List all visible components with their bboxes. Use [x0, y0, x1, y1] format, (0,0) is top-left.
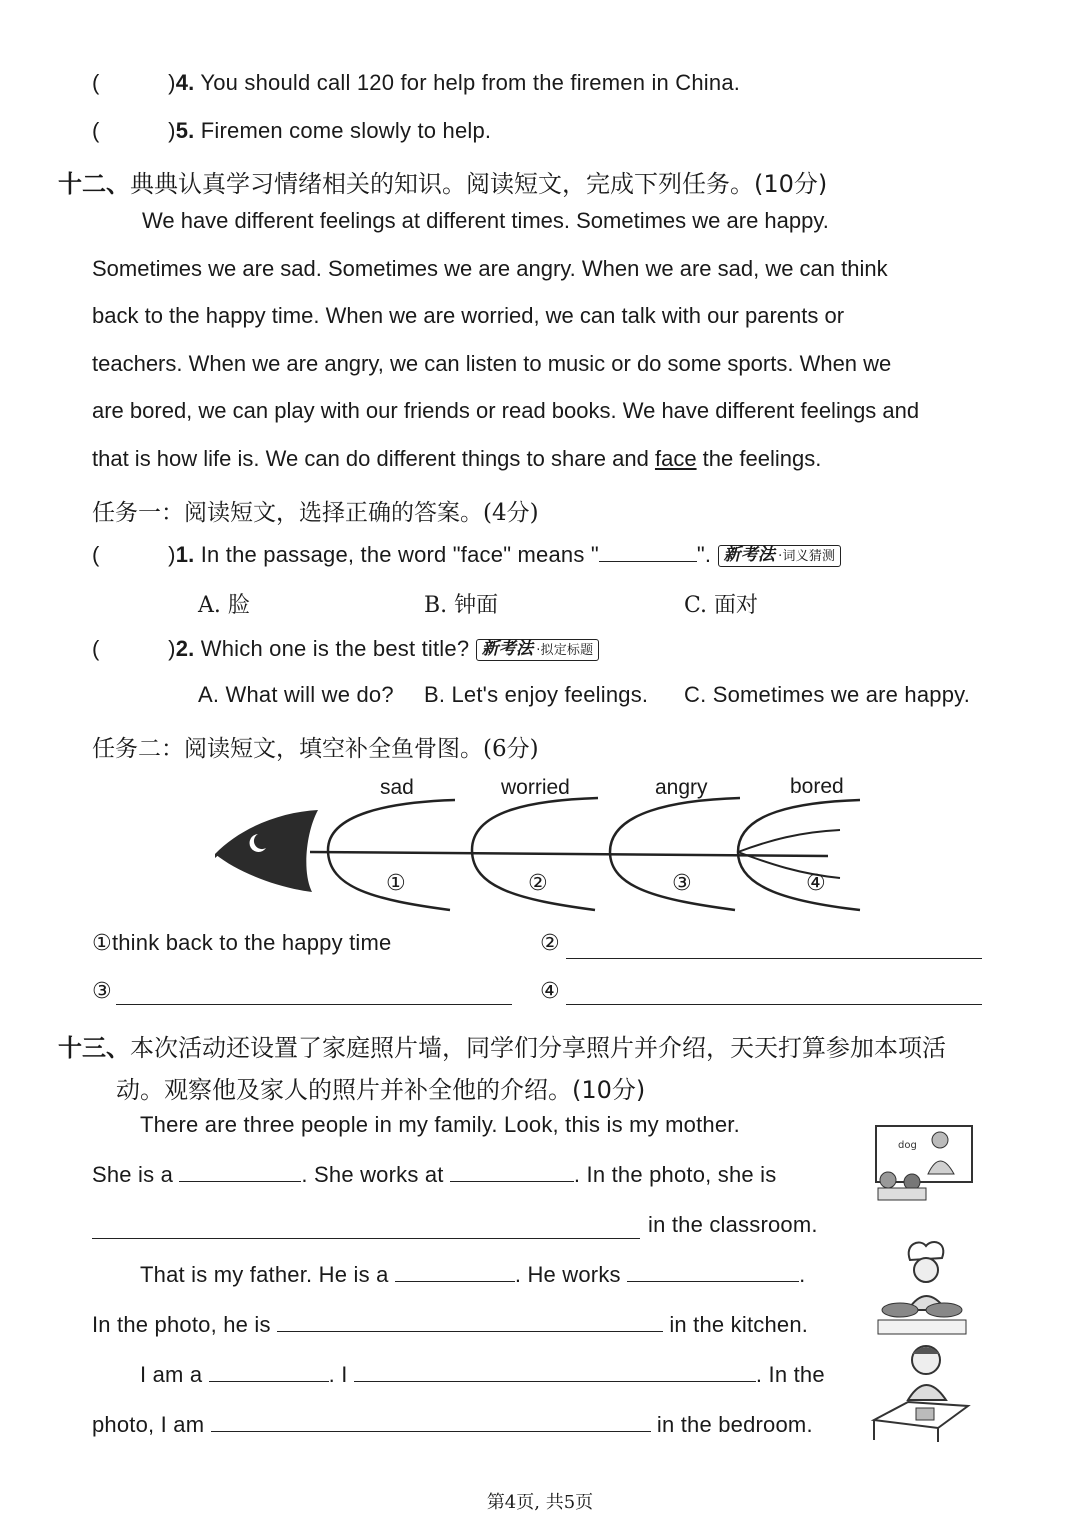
- text: That is my father. He is a: [140, 1262, 389, 1287]
- paren-open: (: [92, 70, 100, 95]
- blank-mother-activity[interactable]: [92, 1238, 640, 1239]
- text: In the photo, he is: [92, 1312, 271, 1337]
- question-4: [92, 70, 740, 96]
- blank-mother-workplace[interactable]: [450, 1180, 574, 1182]
- task2-title: 任务二：阅读短文，填空补全鱼骨图。(6分): [92, 736, 539, 762]
- text: . In the: [755, 1362, 825, 1387]
- passage-line: Sometimes we are sad. Sometimes we are angry. When we are sad, we can think: [92, 255, 888, 281]
- question-text: In the passage, the word "face" means ": [200, 542, 599, 567]
- question-text-end: ".: [696, 542, 712, 567]
- text: .: [799, 1262, 806, 1287]
- section-number: 十三、: [58, 1034, 130, 1062]
- text: . She works at: [301, 1162, 444, 1187]
- section-13-header: [58, 1028, 946, 1063]
- section-title: 典典认真学习情绪相关的知识。阅读短文，完成下列任务。(10分): [130, 170, 828, 198]
- text: in the bedroom.: [656, 1412, 813, 1437]
- paren-close: ): [168, 542, 176, 567]
- answer-blank[interactable]: [599, 560, 697, 562]
- father-photo-line: [92, 1312, 808, 1338]
- question-number: 5.: [175, 118, 195, 143]
- new-method-tag: [476, 639, 600, 661]
- option-a[interactable]: A. What will we do?: [198, 682, 394, 707]
- paren-close: ): [168, 636, 176, 661]
- tag-label: ·拟定标题: [536, 643, 594, 659]
- question-text: You should call 120 for help from the firemen in China.: [200, 70, 741, 95]
- blank-father-activity[interactable]: [277, 1330, 663, 1332]
- answer-num: ①: [92, 930, 112, 955]
- board-word: dog: [898, 1140, 917, 1151]
- section-number: 十二、: [58, 170, 130, 198]
- fish-num-2: ②: [528, 870, 548, 895]
- option-c[interactable]: C. Sometimes we are happy.: [684, 682, 971, 707]
- option-b[interactable]: B. 钟面: [424, 593, 499, 618]
- answer-1: [92, 930, 391, 956]
- fish-tail-upper: [738, 830, 840, 852]
- section-title: 本次活动还设置了家庭照片墙，同学们分享照片并介绍，天天打算参加本项活: [130, 1034, 946, 1062]
- option-c[interactable]: C. 面对: [684, 593, 759, 618]
- text: . I: [328, 1362, 348, 1387]
- passage-text: that is how life is. We can do different things to share and: [92, 445, 655, 471]
- tag-mark: 新考法: [481, 639, 534, 660]
- blank-father-job[interactable]: [395, 1280, 515, 1282]
- fish-label-angry: angry: [655, 776, 708, 799]
- boy-drawing-illustration: [868, 1340, 972, 1444]
- intro-line: There are three people in my family. Look, this is my mother.: [140, 1112, 740, 1137]
- text: photo, I am: [92, 1412, 205, 1437]
- question-5: [92, 118, 491, 144]
- reading-passage: [92, 197, 982, 482]
- tag-mark: 新考法: [723, 545, 776, 566]
- section-12-header: [58, 164, 827, 199]
- blank-mother-job[interactable]: [179, 1180, 301, 1182]
- answer-4-line[interactable]: [566, 1004, 982, 1005]
- text: . In the photo, she is: [573, 1162, 777, 1187]
- fish-label-bored: bored: [790, 775, 844, 798]
- answer-3-line[interactable]: [116, 1004, 512, 1005]
- option-a[interactable]: A. 脸: [198, 593, 250, 618]
- question-number: 2.: [175, 636, 195, 661]
- passage-line: back to the happy time. When we are worried, we can talk with our parents or: [92, 303, 845, 328]
- passage-line: teachers. When we are angry, we can listen to music or do some sports. When we: [92, 350, 892, 376]
- text: in the kitchen.: [669, 1312, 809, 1337]
- paren-close: ): [168, 70, 176, 95]
- question-number: 4.: [175, 70, 195, 95]
- self-photo-line: [92, 1412, 813, 1438]
- self-line: [140, 1362, 825, 1388]
- passage-line: We have different feelings at different times. Sometimes we are happy.: [142, 208, 829, 233]
- page-footer: 第4页, 共5页: [486, 1492, 594, 1513]
- answer-3-num: ③: [92, 978, 112, 1003]
- passage-line: are bored, we can play with our friends or read books. We have different feelings and: [92, 398, 920, 423]
- fish-spine: [310, 852, 828, 856]
- text: I am a: [140, 1362, 203, 1387]
- paren-close: ): [168, 118, 176, 143]
- answer-text: think back to the happy time: [111, 930, 392, 955]
- blank-self-role[interactable]: [209, 1380, 329, 1382]
- task1-question-2: [92, 636, 599, 662]
- blank-self-habit[interactable]: [354, 1380, 756, 1382]
- fish-num-4: ④: [806, 870, 826, 895]
- fish-label-sad: sad: [380, 776, 414, 799]
- mother-line: [92, 1162, 776, 1188]
- section-13-title-line2: 动。观察他及家人的照片并补全他的介绍。(10分): [116, 1076, 646, 1104]
- text: in the classroom.: [648, 1212, 818, 1237]
- father-line: [140, 1262, 805, 1288]
- answer-2-line[interactable]: [566, 958, 982, 959]
- passage-text: the feelings.: [696, 445, 822, 471]
- answer-2-num: ②: [540, 930, 560, 955]
- question-text: Firemen come slowly to help.: [200, 118, 492, 143]
- question-number: 1.: [175, 542, 195, 567]
- underlined-word-face: face: [654, 445, 697, 471]
- answer-4-num: ④: [540, 978, 560, 1003]
- question-text: Which one is the best title?: [200, 636, 470, 661]
- passage-line: [92, 435, 982, 483]
- mother-teacher-illustration: [868, 1118, 978, 1204]
- task1-question-1: [92, 542, 841, 568]
- paren-open: (: [92, 118, 100, 143]
- paren-open: (: [92, 542, 100, 567]
- paren-open: (: [92, 636, 100, 661]
- task1-title: 任务一：阅读短文，选择正确的答案。(4分): [92, 500, 539, 526]
- blank-self-activity[interactable]: [211, 1430, 651, 1432]
- fish-num-1: ①: [386, 870, 406, 895]
- new-method-tag: [718, 545, 842, 567]
- text: . He works: [514, 1262, 621, 1287]
- option-b[interactable]: B. Let's enjoy feelings.: [424, 682, 649, 707]
- tag-label: ·词义猜测: [778, 549, 836, 565]
- fish-label-worried: worried: [501, 776, 570, 799]
- text: She is a: [92, 1162, 174, 1187]
- fish-num-3: ③: [672, 870, 692, 895]
- father-chef-illustration: [874, 1238, 970, 1340]
- fish-head-icon: [215, 810, 318, 892]
- blank-father-workplace[interactable]: [627, 1280, 799, 1282]
